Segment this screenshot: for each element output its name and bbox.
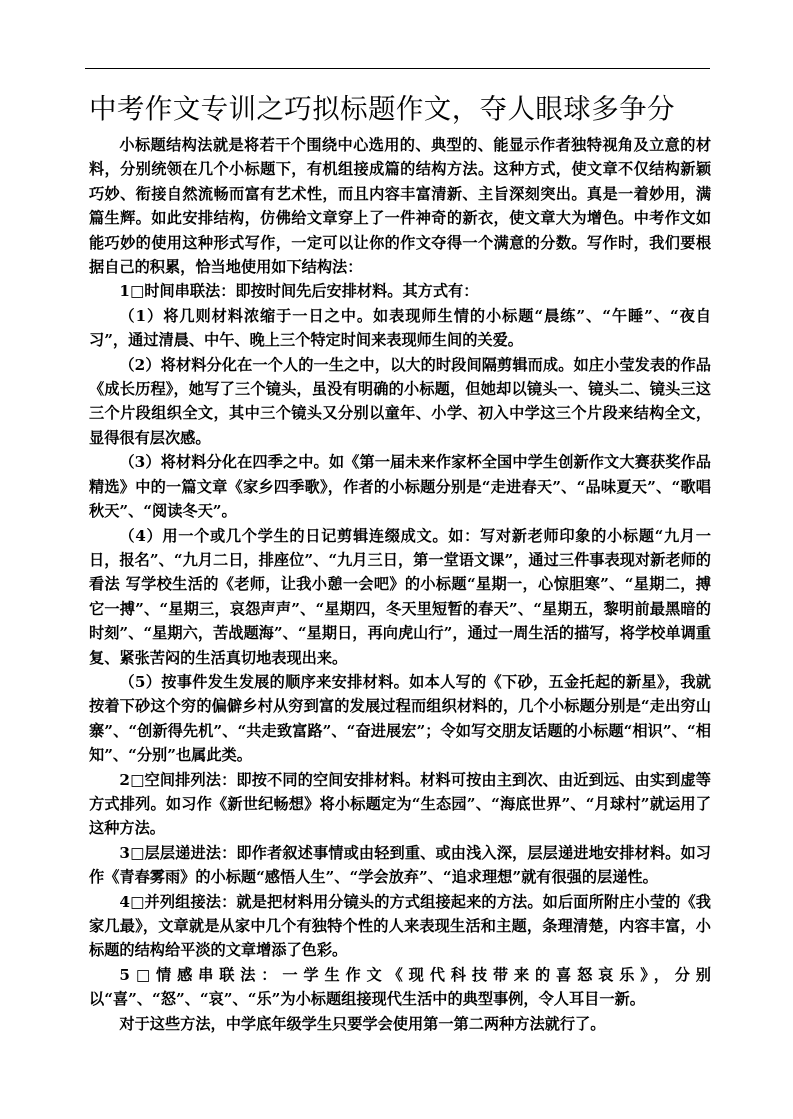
paragraph-method-3: 3□层层递进法：即作者叙述事情或由轻到重、或由浅入深，层层递进地安排材料。如习作《青春雾雨》的小标题“感悟人生”、“学会放弃”、“追求理想”就有很强的层递性。	[89, 843, 711, 887]
paragraph-method-1-item-4: （4）用一个或几个学生的日记剪辑连缀成文。如：写对新老师印象的小标题“九月一日，报名”、“九月二日，排座位”、“九月三日，第一堂语文课”，通过三件事表现对新老师的看法 写学校生活的《老师，让我小憩一会吧》的小标题“星期一，心惊胆寒”、“星期二，搏它一搏”、“星期三，哀怨声声”、“星期四，冬天里短暂的春天”、“星期五，黎明前最黑暗的时刻”、“星期六，苦战题海”、“星期日，再向虎山行”，通过一周生活的描写，将学校单调重复、紧张苦闷的生活真切地表现出来。	[89, 526, 711, 667]
paragraph-method-4: 4□并列组接法：就是把材料用分镜头的方式组接起来的方法。如后面所附庄小莹的《我家几最》，文章就是从家中几个有独特个性的人来表现生活和主题，条理清楚，内容丰富，小标题的结构给平淡的文章增添了色彩。	[89, 892, 711, 960]
header-rule	[85, 68, 710, 69]
paragraph-method-1-item-1: （1）将几则材料浓缩于一日之中。如表现师生情的小标题“晨练”、“午睡”、“夜自习”，通过清晨、中午、晚上三个特定时间来表现师生间的关爱。	[89, 306, 711, 350]
document-page	[89, 88, 711, 1036]
paragraph-method-1-item-3: （3）将材料分化在四季之中。如《第一届未来作家杯全国中学生创新作文大赛获奖作品精选》中的一篇文章《家乡四季歌》，作者的小标题分别是“走进春天”、“品味夏天”、“歌唱秋天”、“阅读冬天”。	[89, 453, 711, 521]
paragraph-method-1-item-5: （5）按事件发生发展的顺序来安排材料。如本人写的《下砂，五金托起的新星》，我就按着下砂这个穷的偏僻乡村从穷到富的发展过程而组织材料的，几个小标题分别是“走出穷山寨”、“创新得先机”、“共走致富路”、“奋进展宏”；令如写交朋友话题的小标题“相识”、“相知”、“分别”也属此类。	[89, 672, 711, 765]
paragraph-method-5: 5□情感串联法：一学生作文《现代科技带来的喜怒哀乐》，分别以“喜”、“怒”、“哀”、“乐”为小标题组接现代生活中的典型事例，令人耳目一新。	[89, 965, 711, 1009]
paragraph-method-1-item-2: （2）将材料分化在一个人的一生之中，以大的时段间隔剪辑而成。如庄小莹发表的作品《成长历程》，她写了三个镜头，虽没有明确的小标题，但她却以镜头一、镜头二、镜头三这三个片段组织全文，其中三个镜头又分别以童年、小学、初入中学这三个片段来结构全文，显得很有层次感。	[89, 355, 711, 447]
paragraph-conclusion: 对于这些方法，中学底年级学生只要学会使用第一第二两种方法就行了。	[119, 1014, 606, 1033]
document-title: 中考作文专训之巧拟标题作文，夺人眼球多争分	[89, 93, 675, 125]
paragraph-method-1-heading: 1□时间串联法：即按时间先后安排材料。其方式有：	[119, 282, 479, 301]
paragraph-method-2: 2□空间排列法：即按不同的空间安排材料。材料可按由主到次、由近到远、由实到虚等方式排列。如习作《新世纪畅想》将小标题定为“生态园”、“海底世界”、“月球村”就运用了这种方法。	[89, 770, 711, 838]
paragraph-intro: 小标题结构法就是将若干个围绕中心选用的、典型的、能显示作者独特视角及立意的材料，分别统领在几个小标题下，有机组接成篇的结构方法。这种方式，使文章不仅结构新颖巧妙、衔接自然流畅而富有艺术性，而且内容丰富清新、主旨深刻突出。真是一着妙用，满篇生辉。如此安排结构，仿佛给文章穿上了一件神奇的新衣，使文章大为增色。中考作文如能巧妙的使用这种形式写作，一定可以让你的作文夺得一个满意的分数。写作时，我们要根据自己的积累，恰当地使用如下结构法：	[89, 136, 711, 277]
